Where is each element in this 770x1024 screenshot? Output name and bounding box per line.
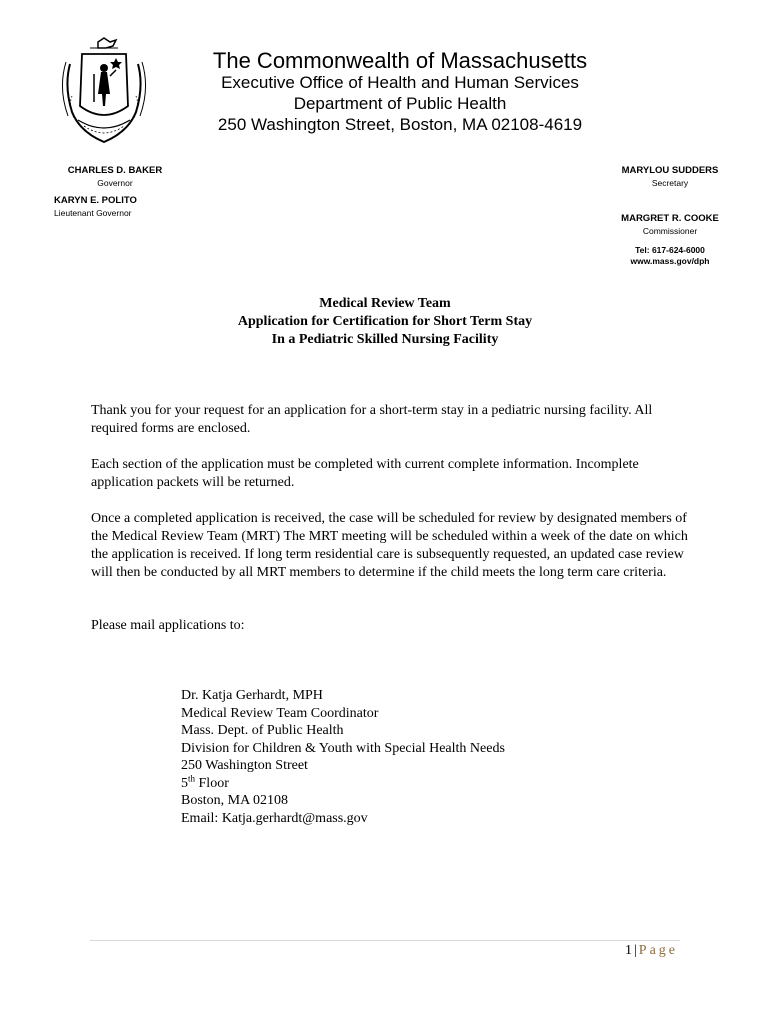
header-department: Department of Public Health	[293, 94, 507, 113]
paragraph-4: Please mail applications to:	[91, 618, 245, 633]
paragraph-2: Each section of the application must be completed with current complete information. Incomplete application packets will be returned.	[91, 457, 639, 490]
address-floor-suffix: th	[188, 772, 196, 783]
address-name: Dr. Katja Gerhardt, MPH	[181, 688, 323, 703]
page-footer	[560, 943, 678, 959]
address-floor-number: 5	[181, 775, 188, 791]
paragraph-1: Thank you for your request for an application for a short-term stay in a pediatric nursing facility. All required forms are enclosed.	[91, 403, 653, 436]
contact-tel: Tel: 617-624-6000	[635, 245, 705, 255]
governor-name: CHARLES D. BAKER	[67, 165, 163, 176]
contact-block	[600, 245, 740, 267]
doc-title-line-2: Application for Certification for Short Term Stay	[237, 314, 533, 329]
address-role: Medical Review Team Coordinator	[181, 705, 379, 721]
header-office: Executive Office of Health and Human Services	[221, 73, 579, 92]
massachusetts-seal-icon	[58, 36, 150, 148]
address-street: 250 Washington Street	[181, 758, 308, 773]
commissioner-block	[600, 213, 740, 237]
page-label: Page	[638, 943, 678, 958]
address-org: Mass. Dept. of Public Health	[181, 723, 344, 738]
doc-title-line-3: In a Pediatric Skilled Nursing Facility	[271, 332, 499, 347]
mailing-address	[181, 687, 505, 827]
address-floor-word: Floor	[198, 775, 229, 791]
secretary-title: Secretary	[651, 178, 689, 188]
footer-divider	[90, 940, 680, 941]
address-city: Boston, MA 02108	[181, 793, 288, 808]
header-title: The Commonwealth of Massachusetts	[212, 48, 588, 73]
contact-web: www.mass.gov/dph	[630, 256, 710, 266]
governor-block	[50, 165, 180, 189]
lt-governor-block	[54, 195, 137, 219]
document-title	[170, 295, 600, 349]
page-number: 1	[624, 943, 632, 958]
governor-title: Governor	[97, 178, 133, 188]
doc-title-line-1: Medical Review Team	[319, 296, 451, 311]
secretary-block	[600, 165, 740, 189]
commissioner-title: Commissioner	[642, 226, 698, 236]
lt-governor-name: KARYN E. POLITO	[54, 195, 137, 206]
secretary-name: MARYLOU SUDDERS	[621, 165, 719, 176]
address-floor	[181, 772, 505, 793]
address-email: Email: Katja.gerhardt@mass.gov	[181, 810, 368, 826]
header-address: 250 Washington Street, Boston, MA 02108-4619	[217, 115, 583, 134]
address-division: Division for Children & Youth with Special Health Needs	[181, 740, 505, 756]
paragraph-3: Once a completed application is received, the case will be scheduled for review by designated members of the Medical Review Team (MRT) The MRT meeting will be scheduled within a week of the date on which the application is received. If long term residential care is subsequently requested, an updated case review will then be conducted by all MRT members to determine if the child meets the long term care criteria.	[91, 511, 688, 580]
lt-governor-title: Lieutenant Governor	[54, 208, 132, 218]
commissioner-name: MARGRET R. COOKE	[621, 213, 719, 224]
footer-separator: |	[633, 943, 637, 958]
